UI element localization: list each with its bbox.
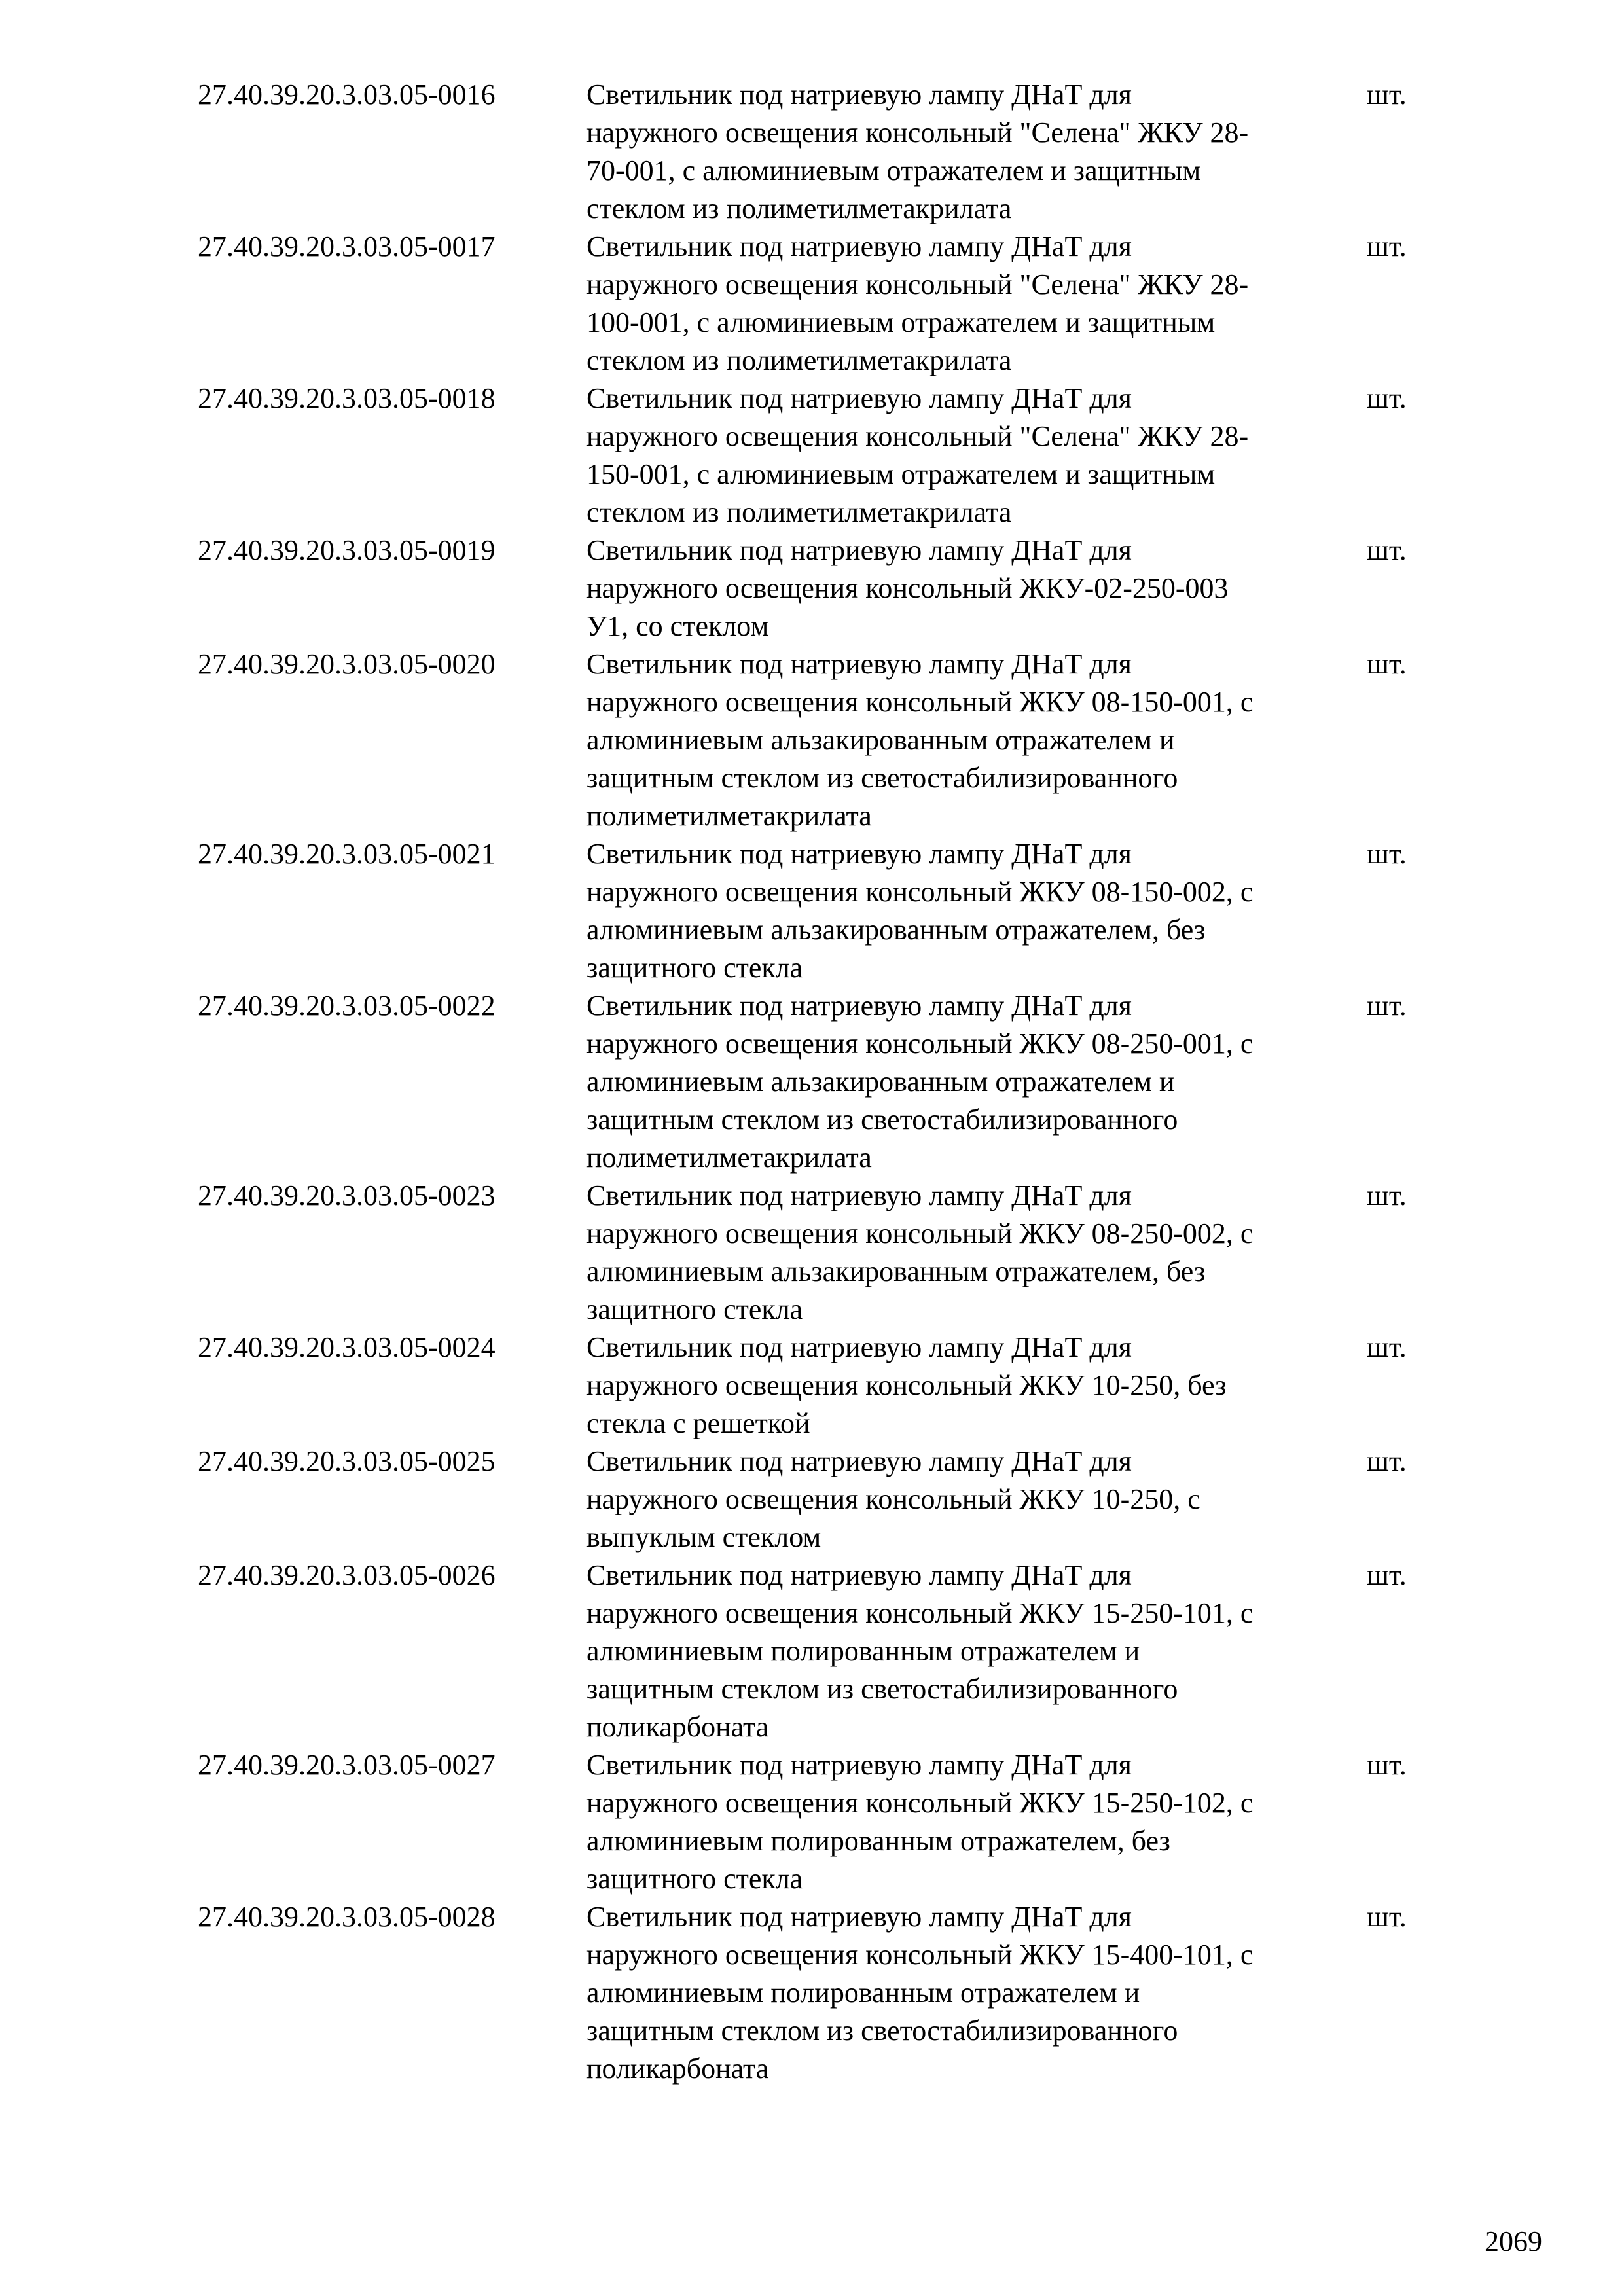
item-description xyxy=(586,1898,1359,2088)
list-item xyxy=(198,1329,1441,1443)
description-line: Светильник под натриевую лампу ДНаТ для xyxy=(586,1559,1132,1591)
description-line: наружного освещения консольный ЖКУ 10-250, без xyxy=(586,1369,1227,1401)
item-code: 27.40.39.20.3.03.05-0023 xyxy=(198,1179,496,1211)
item-code: 27.40.39.20.3.03.05-0017 xyxy=(198,230,496,262)
list-item xyxy=(198,380,1441,531)
description-line: наружного освещения консольный ЖКУ 15-400-101, с xyxy=(586,1939,1254,1971)
description-line: наружного освещения консольный ЖКУ 08-250-001, с xyxy=(586,1028,1254,1060)
item-unit: шт. xyxy=(1367,1331,1407,1363)
description-line: Светильник под натриевую лампу ДНаТ для xyxy=(586,838,1132,870)
item-description xyxy=(586,645,1359,835)
item-code: 27.40.39.20.3.03.05-0020 xyxy=(198,648,496,680)
description-line: Светильник под натриевую лампу ДНаТ для xyxy=(586,1901,1132,1933)
description-line: выпуклым стеклом xyxy=(586,1521,821,1553)
item-description xyxy=(586,1443,1359,1556)
description-line: стеклом из полиметилметакрилата xyxy=(586,344,1012,376)
description-line: алюминиевым полированным отражателем и xyxy=(586,1977,1140,2009)
item-description xyxy=(586,1746,1359,1898)
item-unit: шт. xyxy=(1367,1749,1407,1781)
description-line: защитным стеклом из светостабилизированного xyxy=(586,2015,1178,2047)
item-unit: шт. xyxy=(1367,1901,1407,1933)
description-line: 100-001, с алюминиевым отражателем и защитным xyxy=(586,306,1216,338)
item-unit: шт. xyxy=(1367,230,1407,262)
list-item xyxy=(198,76,1441,228)
description-line: наружного освещения консольный ЖКУ 10-250, с xyxy=(586,1483,1200,1515)
description-line: алюминиевым альзакированным отражателем, без xyxy=(586,1255,1206,1287)
item-code: 27.40.39.20.3.03.05-0028 xyxy=(198,1901,496,1933)
description-line: наружного освещения консольный ЖКУ-02-250-003 xyxy=(586,572,1229,604)
description-line: наружного освещения консольный ЖКУ 15-250-101, с xyxy=(586,1597,1254,1629)
description-line: Светильник под натриевую лампу ДНаТ для xyxy=(586,1445,1132,1477)
description-line: защитного стекла xyxy=(586,952,803,984)
description-line: наружного освещения консольный ЖКУ 08-150-002, с xyxy=(586,876,1254,908)
list-item xyxy=(198,1443,1441,1556)
item-code: 27.40.39.20.3.03.05-0026 xyxy=(198,1559,496,1591)
description-line: наружного освещения консольный ЖКУ 08-150-001, с xyxy=(586,686,1254,718)
item-unit: шт. xyxy=(1367,534,1407,566)
item-unit: шт. xyxy=(1367,382,1407,414)
item-unit: шт. xyxy=(1367,79,1407,111)
item-code: 27.40.39.20.3.03.05-0024 xyxy=(198,1331,496,1363)
list-item xyxy=(198,1746,1441,1898)
description-line: стеклом из полиметилметакрилата xyxy=(586,496,1012,528)
description-line: защитным стеклом из светостабилизированного xyxy=(586,762,1178,794)
item-description xyxy=(586,380,1359,531)
description-line: Светильник под натриевую лампу ДНаТ для xyxy=(586,534,1132,566)
description-line: поликарбоната xyxy=(586,2053,769,2085)
page-number: 2069 xyxy=(1485,2225,1542,2257)
description-line: алюминиевым альзакированным отражателем и xyxy=(586,1066,1175,1098)
item-code: 27.40.39.20.3.03.05-0019 xyxy=(198,534,496,566)
description-line: Светильник под натриевую лампу ДНаТ для xyxy=(586,648,1132,680)
item-description xyxy=(586,1177,1359,1329)
item-unit: шт. xyxy=(1367,648,1407,680)
item-description xyxy=(586,835,1359,987)
list-item xyxy=(198,1556,1441,1746)
description-line: наружного освещения консольный "Селена" ЖКУ 28- xyxy=(586,268,1249,300)
list-item xyxy=(198,645,1441,835)
item-code: 27.40.39.20.3.03.05-0018 xyxy=(198,382,496,414)
item-unit: шт. xyxy=(1367,838,1407,870)
item-unit: шт. xyxy=(1367,990,1407,1022)
item-description xyxy=(586,987,1359,1177)
description-line: наружного освещения консольный "Селена" ЖКУ 28- xyxy=(586,117,1249,149)
description-line: наружного освещения консольный "Селена" ЖКУ 28- xyxy=(586,420,1249,452)
description-line: Светильник под натриевую лампу ДНаТ для xyxy=(586,382,1132,414)
item-unit: шт. xyxy=(1367,1179,1407,1211)
description-line: 150-001, с алюминиевым отражателем и защитным xyxy=(586,458,1216,490)
list-item xyxy=(198,531,1441,645)
item-description xyxy=(586,1556,1359,1746)
description-line: защитного стекла xyxy=(586,1863,803,1895)
list-item xyxy=(198,987,1441,1177)
description-line: полиметилметакрилата xyxy=(586,1141,872,1174)
list-item xyxy=(198,1898,1441,2088)
description-line: 70-001, с алюминиевым отражателем и защитным xyxy=(586,154,1201,187)
item-description xyxy=(586,531,1359,645)
description-line: Светильник под натриевую лампу ДНаТ для xyxy=(586,79,1132,111)
description-line: Светильник под натриевую лампу ДНаТ для xyxy=(586,1749,1132,1781)
item-description xyxy=(586,228,1359,380)
item-unit: шт. xyxy=(1367,1445,1407,1477)
description-line: наружного освещения консольный ЖКУ 15-250-102, с xyxy=(586,1787,1254,1819)
description-line: стеклом из полиметилметакрилата xyxy=(586,192,1012,224)
description-line: поликарбоната xyxy=(586,1711,769,1743)
item-code: 27.40.39.20.3.03.05-0021 xyxy=(198,838,496,870)
item-description xyxy=(586,1329,1359,1443)
item-code: 27.40.39.20.3.03.05-0027 xyxy=(198,1749,496,1781)
list-item xyxy=(198,835,1441,987)
list-item xyxy=(198,1177,1441,1329)
description-line: алюминиевым полированным отражателем, без xyxy=(586,1825,1170,1857)
item-code: 27.40.39.20.3.03.05-0025 xyxy=(198,1445,496,1477)
description-line: защитным стеклом из светостабилизированного xyxy=(586,1673,1178,1705)
description-line: стекла с решеткой xyxy=(586,1407,810,1439)
description-line: Светильник под натриевую лампу ДНаТ для xyxy=(586,230,1132,262)
description-line: наружного освещения консольный ЖКУ 08-250-002, с xyxy=(586,1217,1254,1249)
item-code: 27.40.39.20.3.03.05-0022 xyxy=(198,990,496,1022)
description-line: защитного стекла xyxy=(586,1293,803,1325)
list-item xyxy=(198,228,1441,380)
description-line: Светильник под натриевую лампу ДНаТ для xyxy=(586,1179,1132,1211)
item-unit: шт. xyxy=(1367,1559,1407,1591)
description-line: защитным стеклом из светостабилизированного xyxy=(586,1103,1178,1136)
description-line: алюминиевым полированным отражателем и xyxy=(586,1635,1140,1667)
item-description xyxy=(586,76,1359,228)
price-list xyxy=(198,76,1441,2088)
description-line: Светильник под натриевую лампу ДНаТ для xyxy=(586,990,1132,1022)
description-line: алюминиевым альзакированным отражателем и xyxy=(586,724,1175,756)
description-line: алюминиевым альзакированным отражателем, без xyxy=(586,914,1206,946)
description-line: У1, со стеклом xyxy=(586,610,769,642)
description-line: полиметилметакрилата xyxy=(586,800,872,832)
description-line: Светильник под натриевую лампу ДНаТ для xyxy=(586,1331,1132,1363)
item-code: 27.40.39.20.3.03.05-0016 xyxy=(198,79,496,111)
